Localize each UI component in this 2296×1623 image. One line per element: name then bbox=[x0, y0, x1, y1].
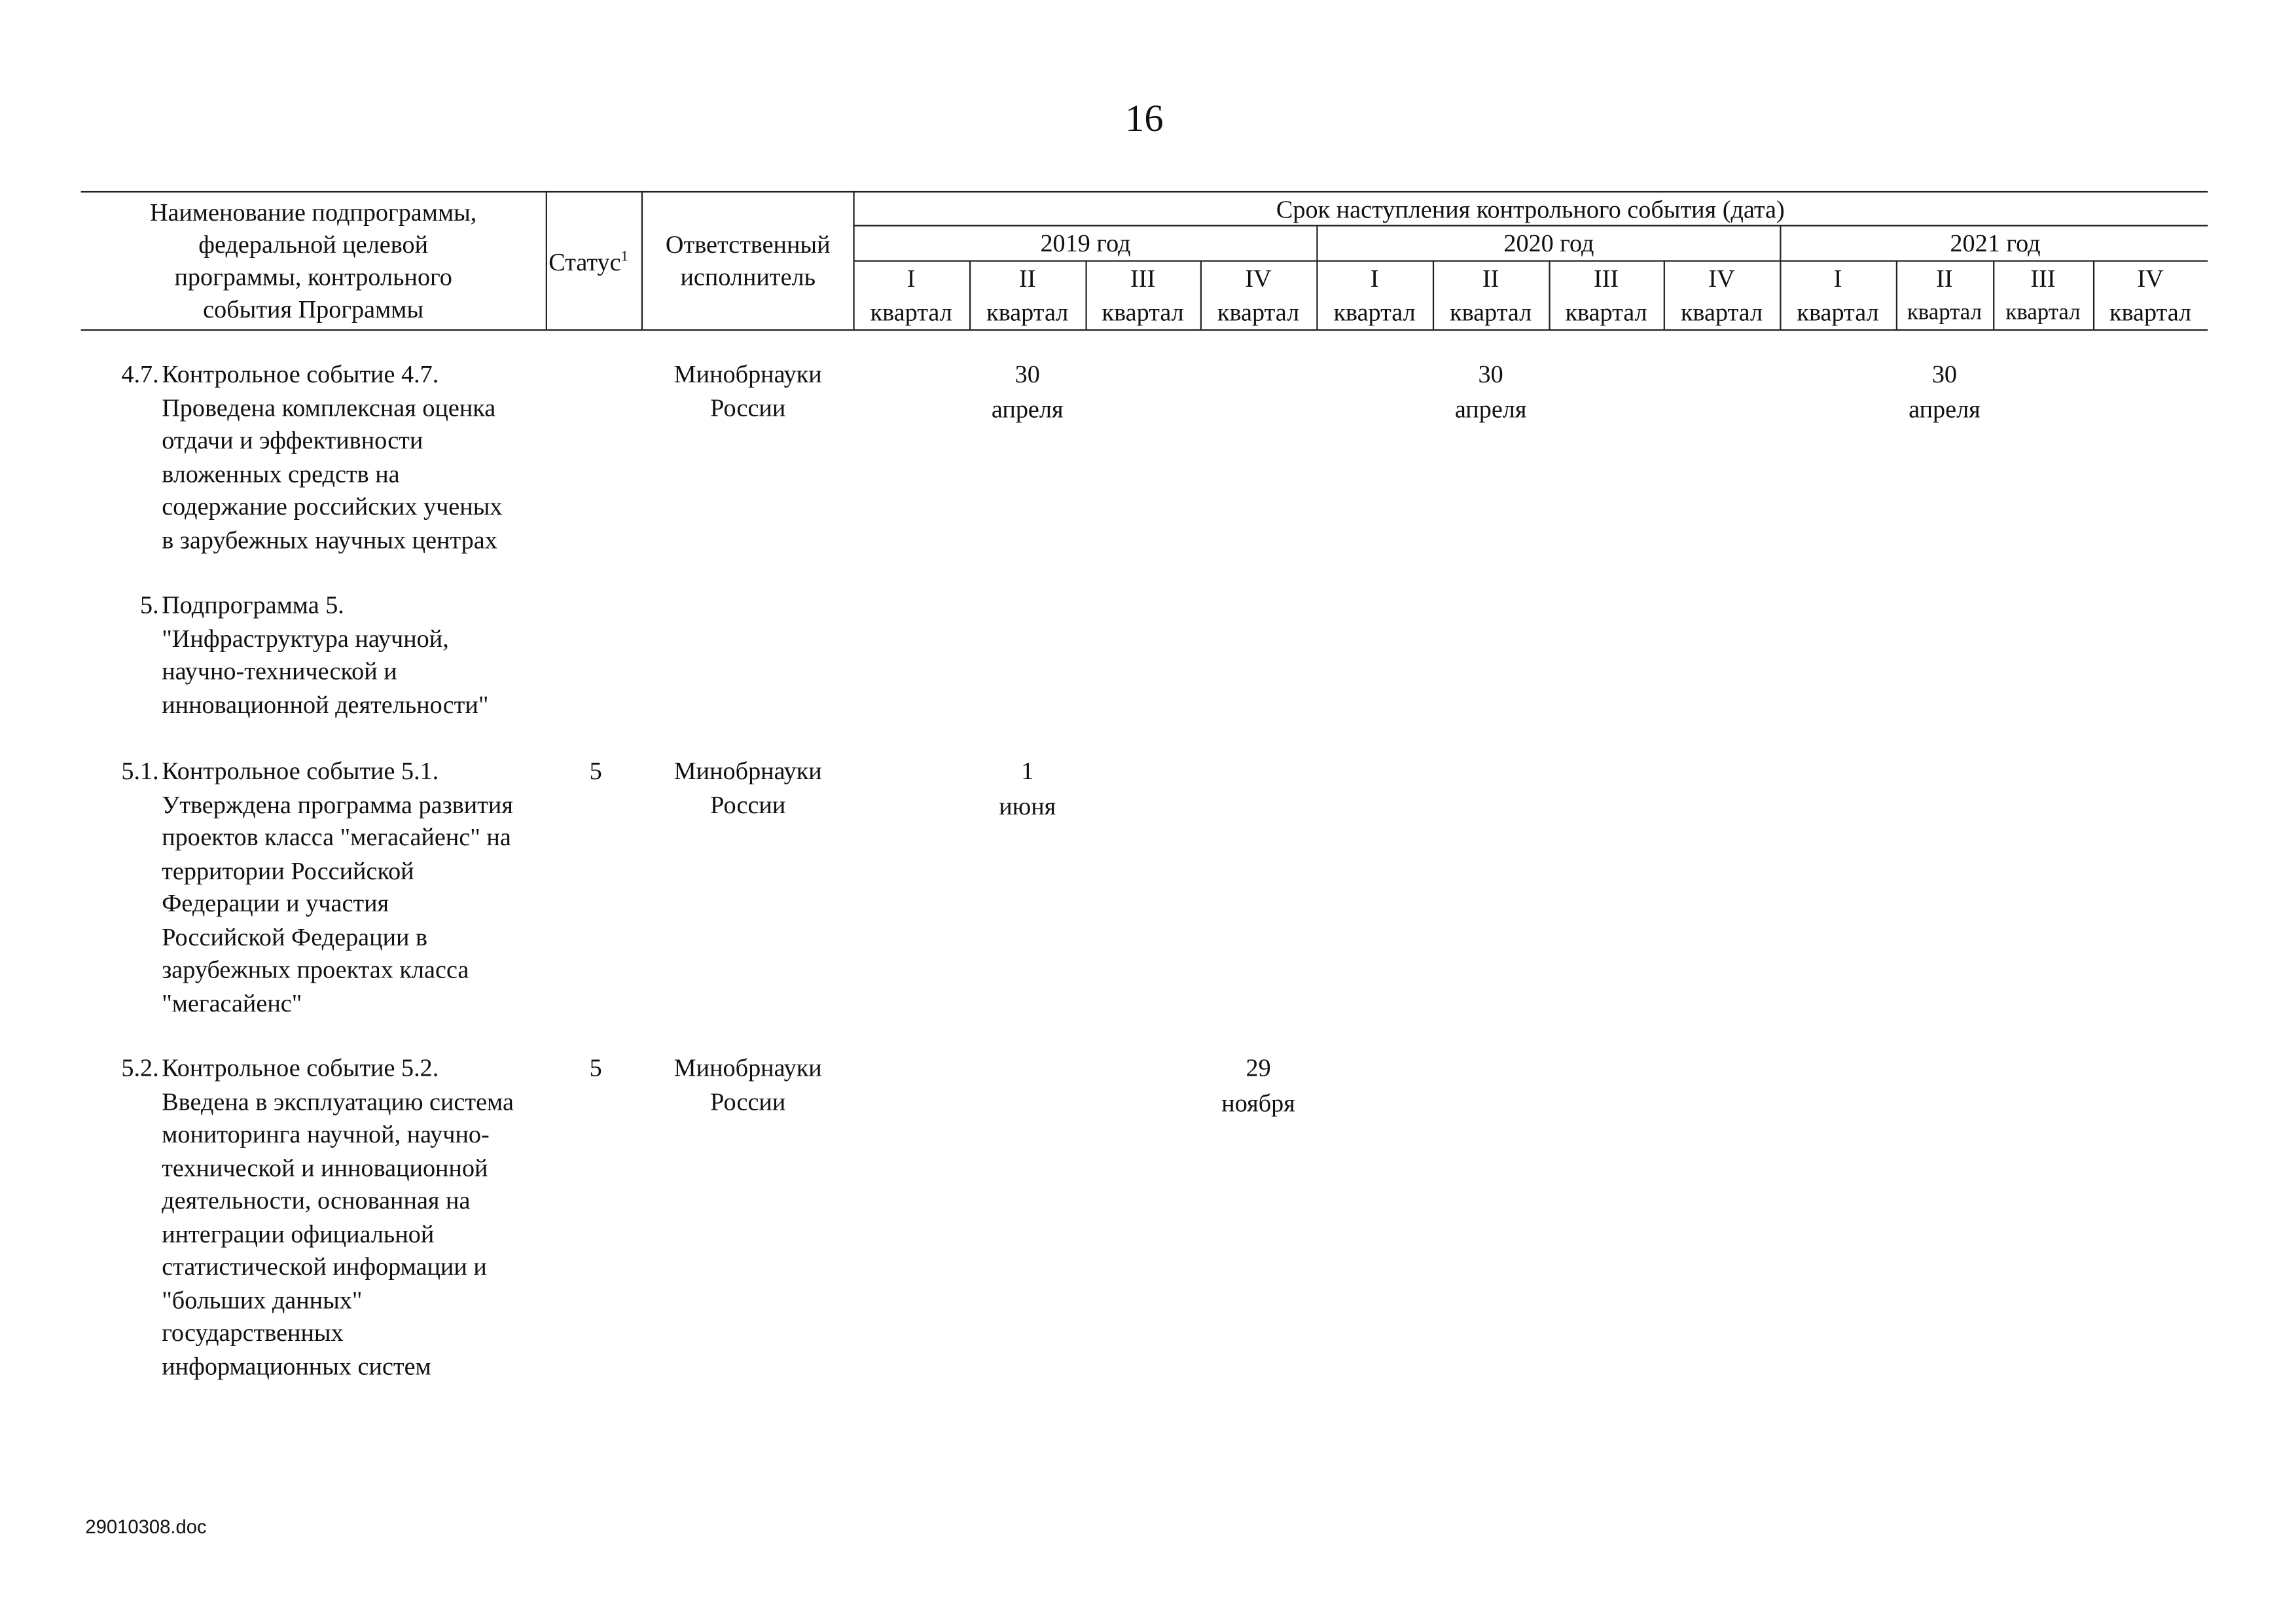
quarter-label: квартал bbox=[1797, 298, 1879, 327]
row-description-line: научно-технической и bbox=[162, 657, 397, 685]
quarter-numeral: III bbox=[1593, 264, 1619, 293]
date-month: апреля bbox=[1454, 394, 1527, 423]
header-executor-line-1: Ответственный bbox=[665, 230, 831, 259]
row-description-line: территории Российской bbox=[162, 856, 414, 884]
row-description-line: вложенных средств на bbox=[162, 459, 400, 488]
row-executor: Минобрнауки bbox=[673, 757, 822, 786]
header-deadline: Срок наступления контрольного события (дата) bbox=[1276, 195, 1785, 224]
row-description-line: информационных систем bbox=[162, 1351, 431, 1380]
date-month: апреля bbox=[991, 394, 1064, 423]
quarter-label: квартал bbox=[2109, 298, 2192, 327]
quarter-label: квартал bbox=[1450, 298, 1532, 327]
row-description-line: Контрольное событие 5.1. bbox=[162, 757, 439, 786]
date-day: 1 bbox=[1021, 757, 1034, 786]
row-description-line: технической и инновационной bbox=[162, 1153, 488, 1182]
row-description-line: мониторинга научной, научно- bbox=[162, 1120, 490, 1148]
date-day: 30 bbox=[1014, 360, 1040, 388]
quarter-numeral: IV bbox=[1708, 264, 1735, 293]
header-name-line-3: программы, контрольного bbox=[174, 263, 452, 291]
row-description-line: Проведена комплексная оценка bbox=[162, 393, 496, 422]
header-name-line-4: события Программы bbox=[203, 295, 424, 324]
table-top-rule bbox=[81, 191, 2208, 192]
quarter-label: квартал bbox=[1102, 298, 1184, 327]
quarter-numeral: I bbox=[906, 264, 916, 293]
row-description-line: статистической информации и bbox=[162, 1252, 487, 1281]
date-month: июня bbox=[999, 792, 1056, 820]
row-executor: России bbox=[710, 393, 786, 422]
quarter-label: квартал bbox=[986, 298, 1069, 327]
quarter-label: квартал bbox=[1333, 298, 1416, 327]
row-description-line: содержание российских ученых bbox=[162, 492, 503, 520]
row-description-line: в зарубежных научных центрах bbox=[162, 525, 497, 554]
row-number: 4.7. bbox=[121, 360, 159, 388]
row-number: 5. bbox=[140, 591, 159, 619]
date-day: 30 bbox=[1931, 360, 1958, 388]
row-number: 5.1. bbox=[121, 757, 159, 786]
row-description-line: инновационной деятельности" bbox=[162, 690, 489, 718]
row-description-line: интеграции официальной bbox=[162, 1219, 435, 1248]
row-description-line: "мегасайенс" bbox=[162, 989, 302, 1017]
header-year-2019: 2019 год bbox=[1040, 229, 1131, 257]
header-year-2020: 2020 год bbox=[1503, 229, 1594, 257]
row-description-line: государственных bbox=[162, 1319, 344, 1347]
row-executor: Минобрнауки bbox=[673, 360, 822, 388]
row-description-line: Контрольное событие 5.2. bbox=[162, 1054, 439, 1082]
row-executor: России bbox=[710, 790, 786, 818]
header-executor-line-2: исполнитель bbox=[680, 263, 816, 291]
row-description-line: "Инфраструктура научной, bbox=[162, 624, 449, 652]
header-status: Статус$^1$ bbox=[548, 248, 628, 277]
row-description-line: Федерации и участия bbox=[162, 889, 389, 918]
row-number: 5.2. bbox=[121, 1054, 159, 1082]
row-status: 5 bbox=[589, 1054, 602, 1082]
row-description-line: Введена в эксплуатацию система bbox=[162, 1087, 514, 1116]
quarter-numeral: II bbox=[1936, 264, 1953, 293]
quarter-numeral: III bbox=[1130, 264, 1156, 293]
header-year-2021: 2021 год bbox=[1950, 229, 2041, 257]
quarter-numeral: III bbox=[2030, 264, 2056, 293]
row-description-line: зарубежных проектах класса bbox=[162, 955, 469, 984]
footnote-mark: 1 bbox=[620, 249, 628, 265]
quarter-numeral: II bbox=[1482, 264, 1499, 293]
quarter-label: квартал bbox=[2005, 300, 2081, 325]
date-day: 30 bbox=[1478, 360, 1503, 388]
row-description-line: Утверждена программа развития bbox=[162, 790, 513, 818]
header-name-line-2: федеральной целевой bbox=[198, 230, 429, 259]
quarter-numeral: IV bbox=[2137, 264, 2164, 293]
quarter-numeral: I bbox=[1370, 264, 1379, 293]
date-day: 29 bbox=[1246, 1054, 1271, 1082]
row-status: 5 bbox=[589, 757, 602, 786]
row-executor: Минобрнауки bbox=[673, 1054, 822, 1082]
quarter-label: квартал bbox=[870, 298, 952, 327]
row-description-line: Российской Федерации в bbox=[162, 922, 428, 951]
quarter-numeral: II bbox=[1018, 264, 1036, 293]
row-description-line: "больших данных" bbox=[162, 1285, 363, 1314]
quarter-label: квартал bbox=[1217, 298, 1300, 327]
row-description-line: деятельности, основанная на bbox=[162, 1186, 471, 1214]
date-month: ноября bbox=[1221, 1088, 1295, 1117]
row-description-line: отдачи и эффективности bbox=[162, 426, 423, 454]
header-name-line-1: Наименование подпрограммы, bbox=[149, 198, 477, 227]
date-month: апреля bbox=[1909, 394, 1981, 423]
quarter-numeral: I bbox=[1833, 264, 1842, 293]
row-description-line: проектов класса "мегасайенс" на bbox=[162, 823, 511, 852]
col-divider-name bbox=[546, 191, 547, 329]
quarter-numeral: IV bbox=[1245, 264, 1272, 293]
row-executor: России bbox=[710, 1087, 786, 1116]
page-number: 16 bbox=[1125, 97, 1164, 140]
quarter-label: квартал bbox=[1907, 300, 1982, 325]
row-description-line: Контрольное событие 4.7. bbox=[162, 360, 439, 388]
col-divider-status bbox=[641, 191, 643, 329]
quarter-label: квартал bbox=[1565, 298, 1647, 327]
footer-filename: 29010308.doc bbox=[85, 1516, 207, 1538]
row-description-line: Подпрограмма 5. bbox=[162, 591, 344, 619]
quarter-label: квартал bbox=[1680, 298, 1763, 327]
